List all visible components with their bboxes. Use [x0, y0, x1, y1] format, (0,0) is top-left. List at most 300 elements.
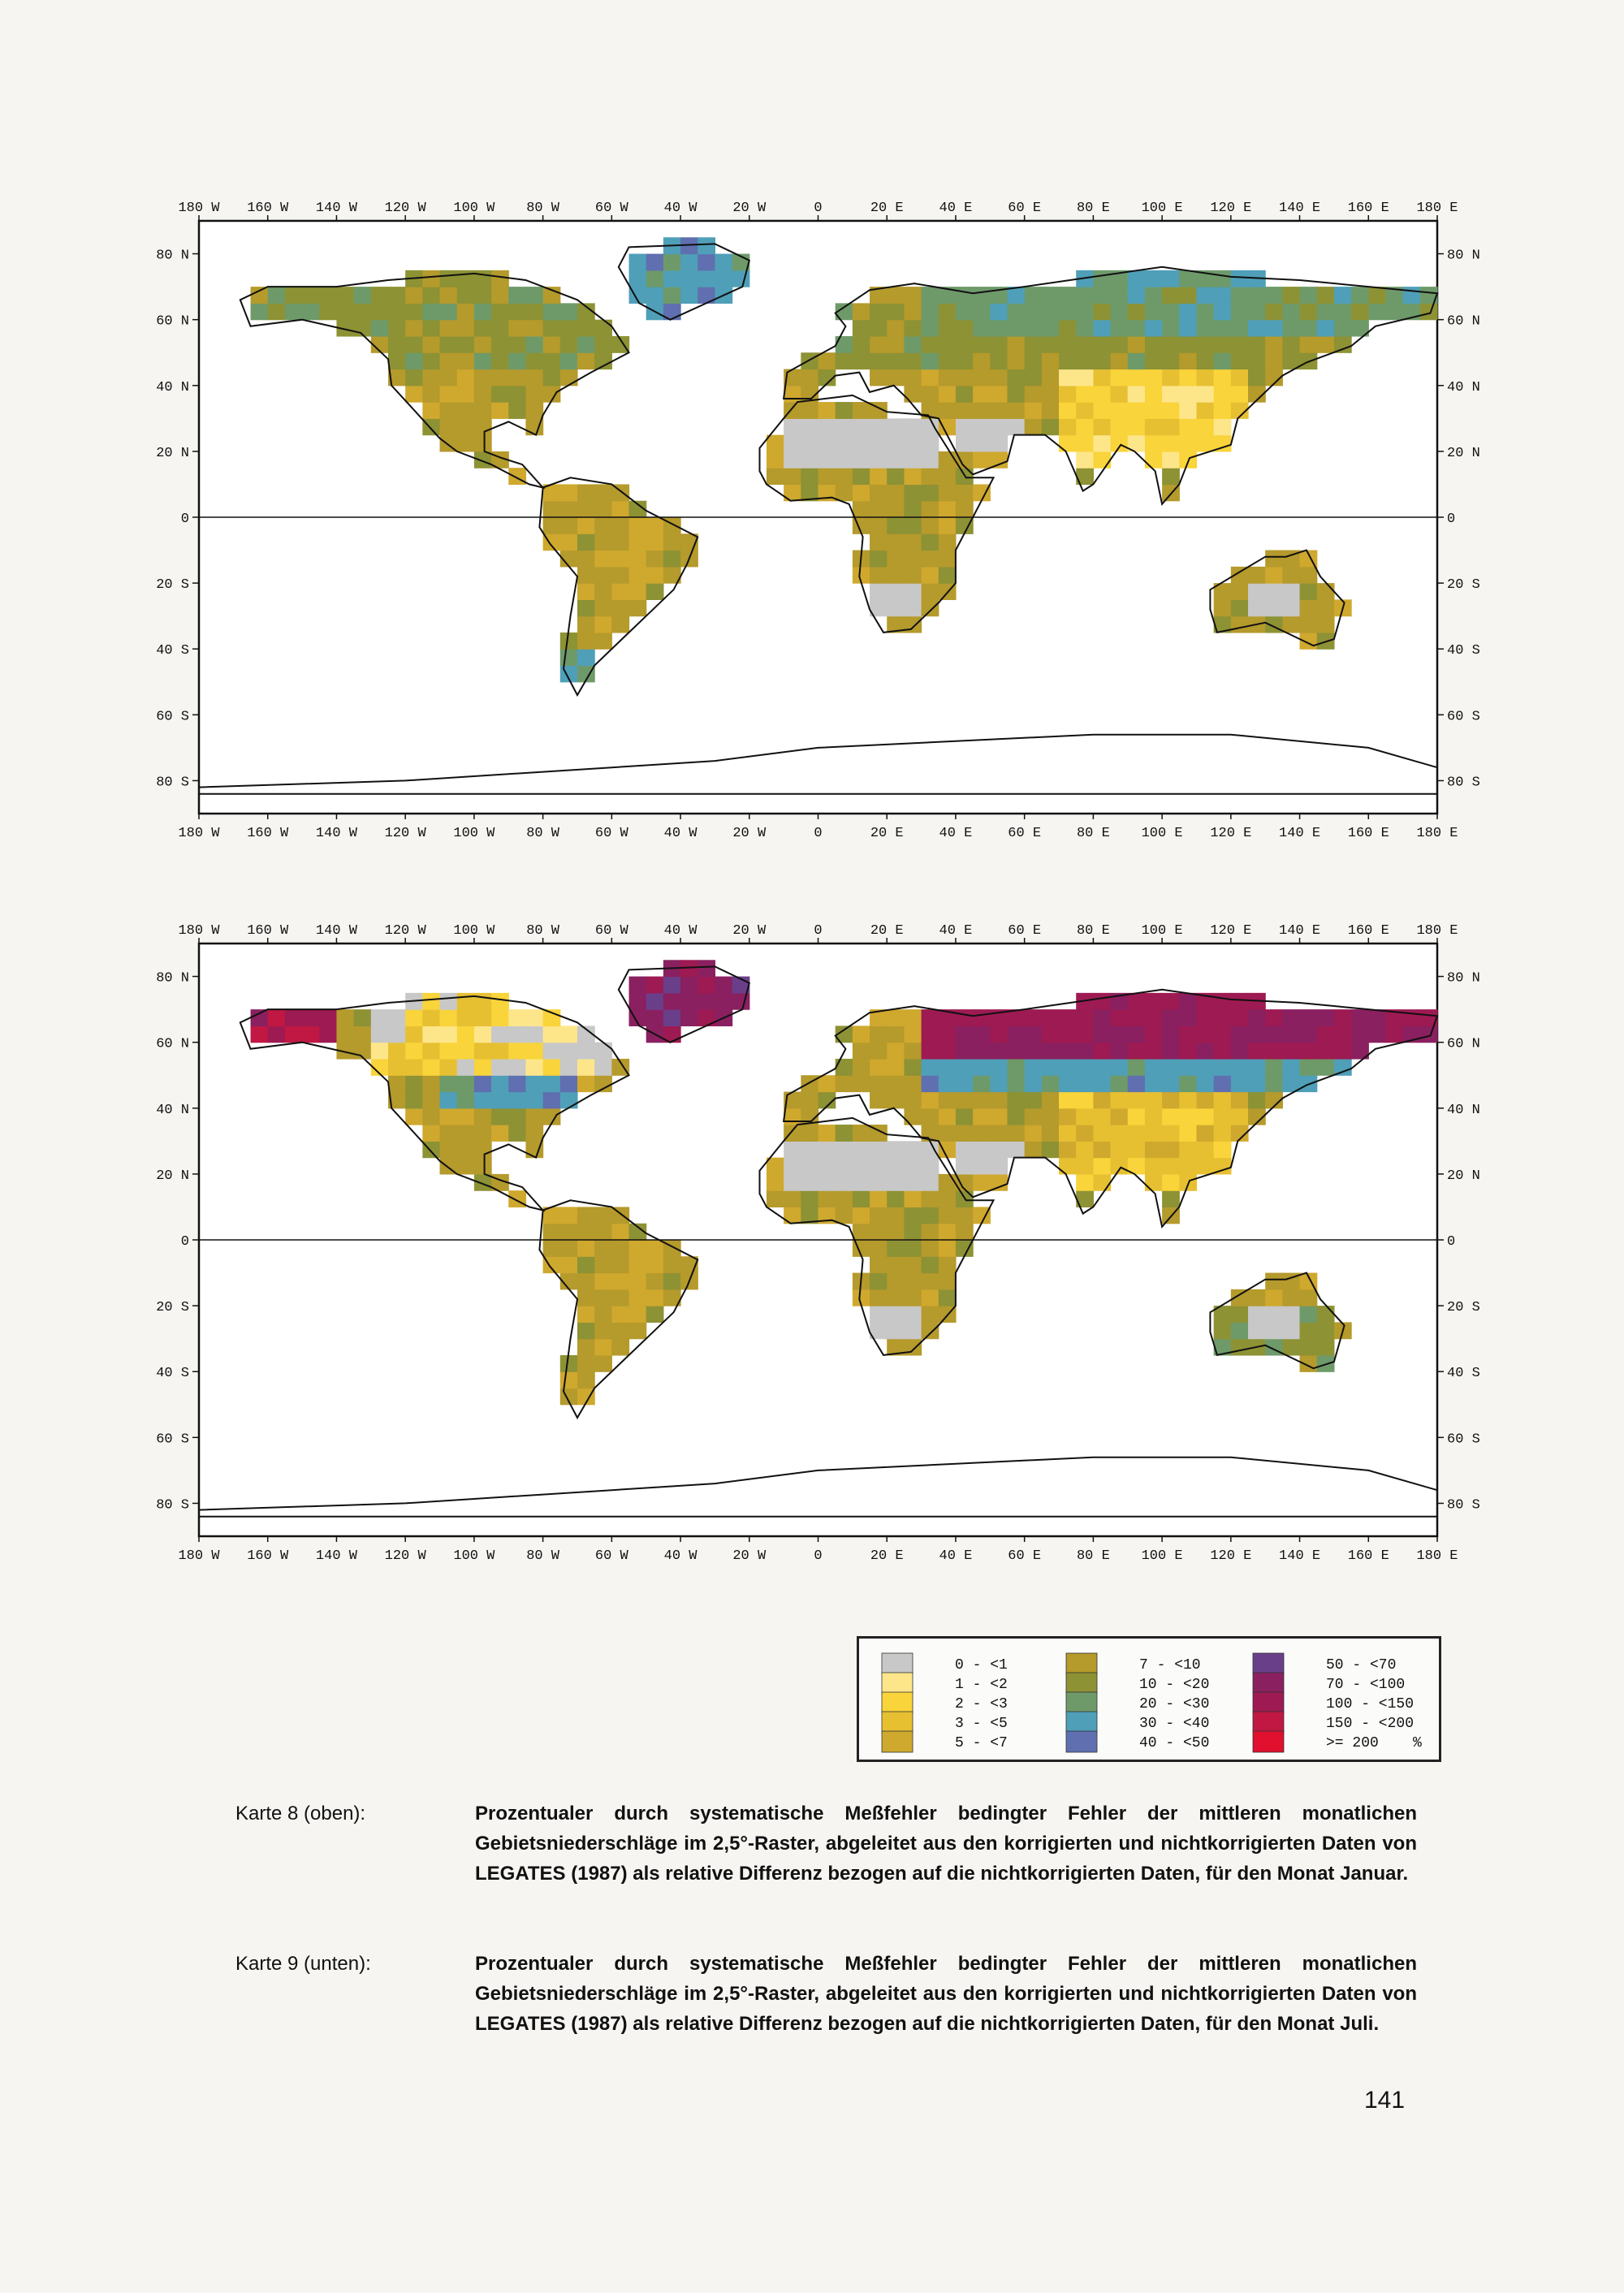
- raster-cell: [543, 501, 561, 518]
- raster-cell: [1111, 1075, 1129, 1092]
- caption-text: Prozentualer durch systematische Meßfehler bedingter Fehler der mittleren monatlichen Gebietsniederschläge im 2,5°-Raster, abgeleitet aus den korrigierten und nichtkorrigierten Daten von LEGATES (1987) als relative Differenz bezogen auf die nichtkorrigierten Daten, für den Monat Juli.: [475, 1953, 1417, 2035]
- raster-cell: [922, 1009, 939, 1026]
- raster-cell: [560, 484, 578, 501]
- raster-cell: [922, 1190, 939, 1207]
- raster-cell: [1231, 352, 1249, 369]
- lat-label-left: 0: [180, 512, 189, 527]
- raster-cell: [1025, 386, 1043, 403]
- raster-cell: [1214, 386, 1232, 403]
- raster-cell: [870, 451, 888, 469]
- raster-cell: [1282, 583, 1300, 600]
- raster-cell: [887, 484, 905, 501]
- lat-label-right: 60 S: [1447, 1432, 1480, 1448]
- raster-cell: [1076, 435, 1094, 452]
- raster-cell: [904, 1273, 922, 1290]
- raster-cell: [870, 369, 888, 386]
- raster-cell: [1231, 336, 1249, 353]
- lon-label-bottom: 40 W: [663, 1548, 698, 1564]
- lat-label-left: 60 N: [156, 1036, 189, 1052]
- raster-cell: [440, 1141, 458, 1158]
- raster-cell: [904, 1224, 922, 1241]
- raster-cell: [1265, 599, 1283, 616]
- raster-cell: [1007, 1125, 1025, 1142]
- legend-swatch: [1066, 1653, 1097, 1674]
- raster-cell: [870, 484, 888, 501]
- raster-cell: [1248, 303, 1266, 320]
- raster-cell: [491, 352, 509, 369]
- raster-cell: [939, 320, 957, 337]
- raster-cell: [1111, 320, 1129, 337]
- raster-cell: [646, 1256, 664, 1273]
- raster-cell: [939, 1190, 957, 1207]
- raster-cell: [1248, 1306, 1266, 1323]
- lon-label-bottom: 140 W: [315, 826, 357, 841]
- lat-label-left: 20 S: [156, 1300, 189, 1316]
- raster-cell: [904, 599, 922, 616]
- raster-cell: [1248, 1059, 1266, 1076]
- legend-label: 1 - <2: [955, 1677, 1008, 1693]
- legend-label: 2 - <3: [955, 1696, 1008, 1712]
- raster-cell: [1128, 270, 1146, 287]
- lon-label-top: 120 W: [384, 923, 426, 939]
- raster-cell: [1093, 435, 1111, 452]
- raster-cell: [887, 567, 905, 584]
- raster-cell: [1231, 993, 1249, 1010]
- lon-label-bottom: 160 W: [247, 826, 289, 841]
- lon-label-top: 160 E: [1347, 201, 1389, 216]
- raster-cell: [956, 435, 974, 452]
- raster-cell: [973, 386, 991, 403]
- raster-cell: [1300, 1043, 1318, 1060]
- lat-label-left: 80 S: [156, 1497, 189, 1514]
- raster-cell: [887, 369, 905, 386]
- raster-cell: [1265, 567, 1283, 584]
- lon-label-top: 100 W: [453, 923, 495, 939]
- caption-label: Karte 9 (unten):: [235, 1953, 371, 1975]
- raster-cell: [1265, 1026, 1283, 1043]
- raster-cell: [904, 551, 922, 568]
- raster-cell: [457, 1009, 475, 1026]
- raster-cell: [1042, 418, 1060, 435]
- raster-cell: [440, 1092, 458, 1109]
- raster-cell: [560, 517, 578, 534]
- raster-cell: [904, 1306, 922, 1323]
- raster-cell: [594, 484, 612, 501]
- raster-cell: [422, 1108, 440, 1125]
- raster-cell: [1317, 1322, 1335, 1339]
- raster-cell: [560, 1043, 578, 1060]
- raster-cell: [594, 1256, 612, 1273]
- lon-label-top: 40 W: [663, 923, 698, 939]
- raster-cell: [422, 1075, 440, 1092]
- raster-cell: [1300, 336, 1318, 353]
- lat-label-right: 0: [1447, 512, 1456, 527]
- raster-cell: [251, 1026, 269, 1043]
- raster-cell: [1214, 287, 1232, 304]
- raster-cell: [1368, 287, 1386, 304]
- raster-cell: [956, 303, 974, 320]
- raster-cell: [904, 583, 922, 600]
- raster-cell: [1059, 1108, 1077, 1125]
- raster-cell: [611, 533, 629, 551]
- lon-label-bottom: 40 E: [939, 826, 973, 841]
- raster-cell: [1007, 402, 1025, 419]
- raster-cell: [939, 1256, 957, 1273]
- raster-cell: [508, 468, 526, 485]
- raster-cell: [440, 1108, 458, 1125]
- lat-label-left: 80 N: [156, 970, 189, 987]
- raster-cell: [577, 517, 595, 534]
- raster-cell: [405, 1092, 423, 1109]
- raster-cell: [491, 270, 509, 287]
- lon-label-top: 80 W: [526, 923, 560, 939]
- raster-cell: [680, 1009, 698, 1026]
- page-number: 141: [1364, 2087, 1406, 2114]
- raster-cell: [1042, 1125, 1060, 1142]
- raster-cell: [1368, 1009, 1386, 1026]
- legend-swatch: [1253, 1673, 1284, 1694]
- raster-cell: [611, 616, 629, 633]
- lon-label-top: 140 W: [315, 201, 357, 216]
- raster-cell: [818, 1075, 836, 1092]
- raster-cell: [646, 517, 664, 534]
- raster-cell: [508, 369, 526, 386]
- raster-cell: [1093, 336, 1111, 353]
- legend-label: 5 - <7: [955, 1735, 1008, 1751]
- lon-label-top: 120 E: [1210, 201, 1252, 216]
- raster-cell: [904, 1075, 922, 1092]
- raster-cell: [1025, 352, 1043, 369]
- raster-cell: [853, 435, 870, 452]
- raster-cell: [440, 402, 458, 419]
- raster-cell: [1111, 287, 1129, 304]
- raster-cell: [939, 303, 957, 320]
- raster-cell: [1025, 1009, 1043, 1026]
- raster-cell: [525, 1009, 543, 1026]
- raster-cell: [1128, 1009, 1146, 1026]
- raster-cell: [732, 993, 750, 1010]
- raster-cell: [594, 517, 612, 534]
- raster-cell: [1179, 1059, 1197, 1076]
- raster-cell: [1145, 993, 1163, 1010]
- raster-cell: [870, 1306, 888, 1323]
- raster-cell: [1231, 303, 1249, 320]
- raster-cell: [1007, 1059, 1025, 1076]
- raster-cell: [904, 567, 922, 584]
- raster-cell: [1248, 369, 1266, 386]
- raster-cell: [887, 533, 905, 551]
- raster-cell: [956, 320, 974, 337]
- raster-cell: [440, 1125, 458, 1142]
- raster-cell: [405, 386, 423, 403]
- raster-cell: [646, 1009, 664, 1026]
- legend-swatch: [882, 1692, 913, 1713]
- lon-label-bottom: 60 W: [594, 826, 628, 841]
- raster-cell: [1111, 386, 1129, 403]
- raster-cell: [1196, 418, 1214, 435]
- raster-cell: [1196, 1158, 1214, 1175]
- raster-cell: [853, 418, 870, 435]
- raster-cell: [285, 1026, 303, 1043]
- raster-cell: [611, 1306, 629, 1323]
- raster-cell: [1179, 352, 1197, 369]
- raster-cell: [525, 1125, 543, 1142]
- raster-cell: [440, 352, 458, 369]
- raster-cell: [508, 402, 526, 419]
- lat-label-right: 80 S: [1447, 775, 1480, 791]
- raster-cell: [1282, 599, 1300, 616]
- raster-cell: [1179, 1158, 1197, 1175]
- raster-cell: [1162, 402, 1180, 419]
- raster-cell: [525, 1108, 543, 1125]
- raster-cell: [1179, 1009, 1197, 1026]
- raster-cell: [457, 1158, 475, 1175]
- raster-cell: [405, 1075, 423, 1092]
- raster-cell: [1042, 1092, 1060, 1109]
- raster-cell: [560, 1256, 578, 1273]
- legend-swatch: [1253, 1731, 1284, 1752]
- raster-cell: [1007, 1075, 1025, 1092]
- raster-cell: [1248, 1075, 1266, 1092]
- raster-cell: [767, 468, 784, 485]
- lon-label-top: 140 E: [1279, 923, 1321, 939]
- raster-cell: [698, 993, 715, 1010]
- raster-cell: [440, 1059, 458, 1076]
- raster-cell: [990, 320, 1008, 337]
- raster-cell: [629, 567, 647, 584]
- raster-cell: [491, 402, 509, 419]
- raster-cell: [1282, 1026, 1300, 1043]
- raster-cell: [784, 1174, 801, 1191]
- raster-cell: [1128, 1125, 1146, 1142]
- raster-cell: [629, 551, 647, 568]
- raster-cell: [577, 599, 595, 616]
- lon-label-top: 20 W: [732, 201, 767, 216]
- raster-cell: [1214, 1026, 1232, 1043]
- raster-cell: [1179, 1026, 1197, 1043]
- raster-cell: [698, 977, 715, 994]
- raster-cell: [1214, 303, 1232, 320]
- raster-cell: [1300, 1289, 1318, 1306]
- raster-cell: [1128, 1141, 1146, 1158]
- raster-cell: [1093, 993, 1111, 1010]
- raster-cell: [1214, 1108, 1232, 1125]
- raster-cell: [870, 320, 888, 337]
- raster-cell: [715, 254, 732, 271]
- lat-label-left: 40 S: [156, 1366, 189, 1382]
- raster-cell: [1145, 435, 1163, 452]
- raster-cell: [1025, 1125, 1043, 1142]
- raster-cell: [560, 1224, 578, 1241]
- raster-cell: [973, 1059, 991, 1076]
- raster-cell: [577, 1240, 595, 1257]
- raster-cell: [405, 1009, 423, 1026]
- raster-cell: [525, 1043, 543, 1060]
- raster-cell: [1196, 402, 1214, 419]
- raster-cell: [922, 551, 939, 568]
- raster-cell: [870, 1059, 888, 1076]
- raster-cell: [922, 1075, 939, 1092]
- raster-cell: [1076, 1108, 1094, 1125]
- raster-cell: [457, 418, 475, 435]
- raster-cell: [922, 1026, 939, 1043]
- raster-cell: [525, 320, 543, 337]
- raster-cell: [560, 633, 578, 650]
- raster-cell: [956, 418, 974, 435]
- raster-cell: [1282, 320, 1300, 337]
- raster-cell: [491, 1108, 509, 1125]
- raster-cell: [457, 1075, 475, 1092]
- raster-cell: [1007, 1141, 1025, 1158]
- raster-cell: [577, 567, 595, 584]
- raster-cell: [1248, 1009, 1266, 1026]
- raster-cell: [698, 270, 715, 287]
- raster-cell: [956, 1059, 974, 1076]
- raster-cell: [440, 369, 458, 386]
- raster-cell: [870, 1158, 888, 1175]
- raster-cell: [1162, 303, 1180, 320]
- raster-cell: [870, 517, 888, 534]
- raster-cell: [956, 1043, 974, 1060]
- raster-cell: [508, 1190, 526, 1207]
- raster-cell: [508, 336, 526, 353]
- raster-cell: [285, 287, 303, 304]
- raster-cell: [939, 567, 957, 584]
- raster-cell: [853, 352, 870, 369]
- raster-cell: [457, 336, 475, 353]
- raster-cell: [646, 270, 664, 287]
- raster-cell: [611, 1273, 629, 1290]
- raster-cell: [990, 418, 1008, 435]
- raster-cell: [887, 468, 905, 485]
- raster-cell: [1196, 320, 1214, 337]
- raster-cell: [1214, 1075, 1232, 1092]
- lon-label-bottom: 40 W: [663, 826, 698, 841]
- raster-cell: [1282, 1306, 1300, 1323]
- raster-cell: [990, 386, 1008, 403]
- raster-cell: [853, 468, 870, 485]
- raster-cell: [784, 418, 801, 435]
- raster-cell: [784, 1108, 801, 1125]
- raster-cell: [922, 599, 939, 616]
- raster-cell: [853, 1043, 870, 1060]
- raster-cell: [973, 303, 991, 320]
- raster-cell: [1162, 1075, 1180, 1092]
- raster-cell: [457, 1059, 475, 1076]
- raster-cell: [1162, 1059, 1180, 1076]
- legend-unit: %: [1413, 1735, 1422, 1751]
- legend-label: 30 - <40: [1139, 1716, 1210, 1732]
- raster-cell: [629, 1240, 647, 1257]
- raster-cell: [836, 402, 853, 419]
- raster-cell: [1042, 402, 1060, 419]
- raster-cell: [1196, 1026, 1214, 1043]
- raster-cell: [508, 320, 526, 337]
- raster-cell: [922, 352, 939, 369]
- legend-swatch: [1253, 1653, 1284, 1674]
- raster-cell: [1145, 1125, 1163, 1142]
- raster-cell: [1231, 320, 1249, 337]
- raster-cell: [422, 418, 440, 435]
- raster-cell: [1231, 1009, 1249, 1026]
- raster-cell: [1179, 320, 1197, 337]
- raster-cell: [1059, 1059, 1077, 1076]
- raster-cell: [784, 451, 801, 469]
- raster-cell: [1300, 1322, 1318, 1339]
- legend-swatch: [1066, 1712, 1097, 1733]
- lon-label-top: 140 W: [315, 923, 357, 939]
- raster-cell: [1214, 1059, 1232, 1076]
- raster-cell: [1162, 1043, 1180, 1060]
- raster-cell: [870, 567, 888, 584]
- raster-cell: [1248, 1289, 1266, 1306]
- raster-cell: [508, 1059, 526, 1076]
- raster-cell: [1059, 1009, 1077, 1026]
- raster-cell: [474, 1059, 492, 1076]
- raster-cell: [1179, 1125, 1197, 1142]
- raster-cell: [560, 1075, 578, 1092]
- raster-cell: [1162, 468, 1180, 485]
- lat-label-left: 20 N: [156, 445, 189, 461]
- raster-cell: [1007, 386, 1025, 403]
- lon-label-top: 60 W: [594, 201, 628, 216]
- raster-cell: [1042, 352, 1060, 369]
- raster-cell: [922, 1092, 939, 1109]
- raster-cell: [646, 551, 664, 568]
- raster-cell: [1282, 1059, 1300, 1076]
- raster-cell: [939, 484, 957, 501]
- raster-cell: [629, 1256, 647, 1273]
- raster-cell: [629, 1289, 647, 1306]
- raster-cell: [1334, 287, 1352, 304]
- lon-label-top: 60 E: [1008, 923, 1042, 939]
- lon-label-top: 0: [814, 201, 823, 216]
- raster-cell: [1265, 1289, 1283, 1306]
- lon-label-bottom: 100 W: [453, 826, 495, 841]
- raster-cell: [594, 1355, 612, 1372]
- raster-cell: [1317, 616, 1335, 633]
- map-karte-9: [0, 918, 1624, 1616]
- raster-cell: [508, 1092, 526, 1109]
- raster-cell: [1025, 1108, 1043, 1125]
- raster-cell: [990, 451, 1008, 469]
- lon-label-top: 60 W: [594, 923, 628, 939]
- raster-cell: [922, 1141, 939, 1158]
- raster-cell: [1179, 1141, 1197, 1158]
- raster-cell: [474, 418, 492, 435]
- raster-cell: [1076, 1125, 1094, 1142]
- raster-cell: [302, 1026, 320, 1043]
- raster-cell: [939, 1207, 957, 1224]
- lon-label-top: 160 E: [1347, 923, 1389, 939]
- raster-cell: [629, 977, 647, 994]
- raster-cell: [1025, 1059, 1043, 1076]
- raster-cell: [1059, 402, 1077, 419]
- raster-cell: [577, 583, 595, 600]
- raster-cell: [939, 1224, 957, 1241]
- raster-cell: [904, 320, 922, 337]
- raster-cell: [474, 435, 492, 452]
- raster-cell: [1265, 320, 1283, 337]
- raster-cell: [1248, 352, 1266, 369]
- raster-cell: [371, 1026, 389, 1043]
- raster-cell: [1214, 599, 1232, 616]
- raster-cell: [663, 517, 681, 534]
- raster-cell: [1265, 1075, 1283, 1092]
- raster-cell: [474, 1043, 492, 1060]
- lat-label-right: 80 S: [1447, 1497, 1480, 1514]
- raster-cell: [543, 1043, 561, 1060]
